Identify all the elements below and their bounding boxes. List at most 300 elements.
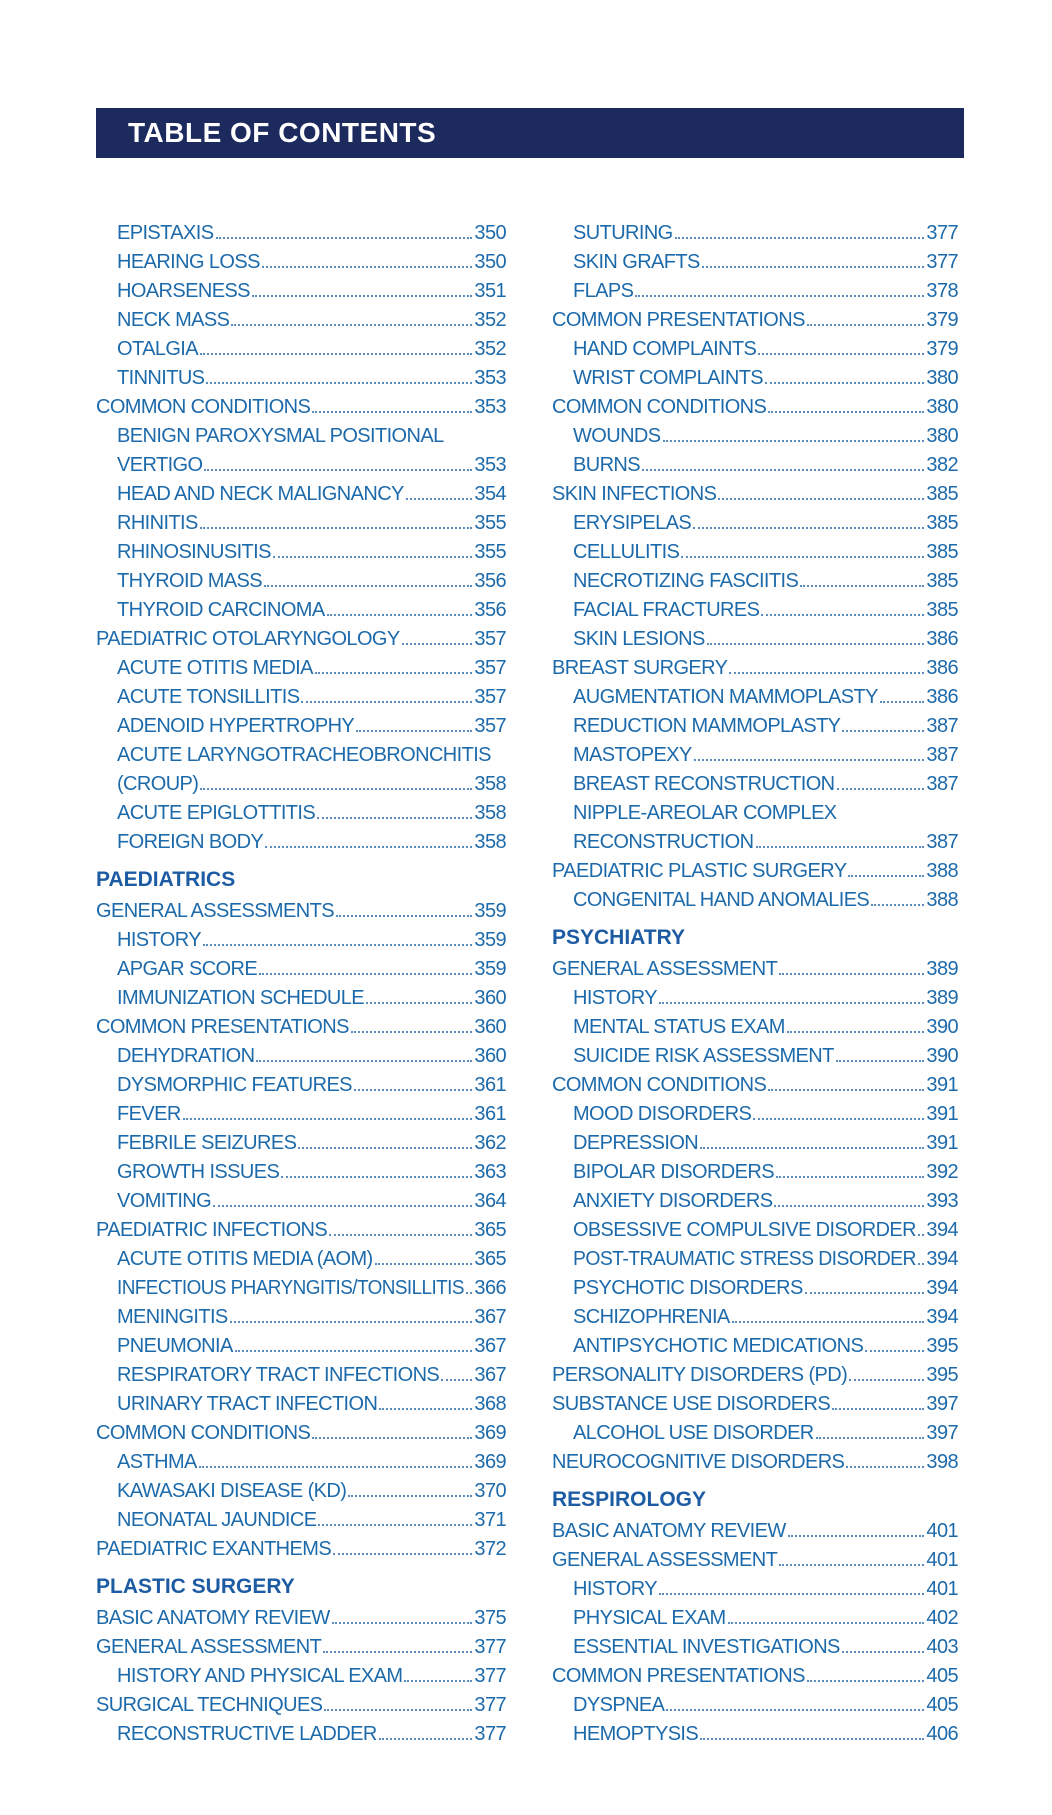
dot-leader [758,353,924,355]
toc-entry-benign-paroxysmal-positional[interactable] [96,419,506,448]
dot-leader [694,759,925,761]
toc-entry-history[interactable] [552,1572,958,1601]
toc-entry-title: APGAR SCORE [117,958,258,980]
toc-entry-page-number: 365 [474,1219,506,1241]
toc-entry-page-number: 389 [926,987,958,1009]
toc-entry-antipsychotic-medications[interactable] [552,1329,958,1358]
toc-entry-thyroid-carcinoma[interactable] [96,593,506,622]
toc-entry-general-assessment[interactable] [552,952,958,981]
toc-entry-page-number: 380 [926,396,958,418]
toc-entry-epistaxis[interactable] [96,216,506,245]
dot-leader [213,1205,472,1207]
dot-leader [298,1147,472,1149]
toc-entry-page-number: 386 [926,657,958,679]
toc-entry-title: RESPIRATORY TRACT INFECTIONS [117,1364,440,1386]
dot-leader [323,1651,472,1653]
toc-entry-neurocognitive-disorders[interactable] [552,1445,958,1474]
toc-entry-title: SUICIDE RISK ASSESSMENT [573,1045,834,1067]
toc-entry-reconstructive-ladder[interactable] [96,1717,506,1746]
dot-leader [836,1060,925,1062]
toc-entry-title: ASTHMA [117,1451,197,1473]
toc-entry-title: VOMITING [117,1190,212,1212]
toc-entry-title: TINNITUS [117,367,205,389]
toc-entry-necrotizing-fasciitis[interactable] [552,564,958,593]
dot-leader [231,324,472,326]
toc-entry-title: ACUTE OTITIS MEDIA (AOM) [117,1248,373,1270]
toc-entry-title: SUBSTANCE USE DISORDERS [552,1393,831,1415]
toc-entry-history[interactable] [96,923,506,952]
toc-entry-immunization-schedule[interactable] [96,981,506,1010]
toc-entry-page-number: 362 [474,1132,506,1154]
toc-entry-title: HOARSENESS [117,280,250,302]
toc-entry-page-number: 391 [926,1074,958,1096]
dot-leader [259,973,472,975]
toc-entry-page-number: 377 [926,251,958,273]
toc-entry-hearing-loss[interactable] [96,245,506,274]
toc-entry-essential-investigations[interactable] [552,1630,958,1659]
toc-entry-title: OBSESSIVE COMPULSIVE DISORDER [573,1219,916,1241]
toc-entry-skin-infections[interactable] [552,477,958,506]
toc-entry-neonatal-jaundice[interactable] [96,1503,506,1532]
toc-entry-page-number: 359 [474,958,506,980]
toc-entry-bipolar-disorders[interactable] [552,1155,958,1184]
dot-leader [729,672,924,674]
toc-entry-title: BURNS [573,454,641,476]
dot-leader [693,527,924,529]
toc-entry-page-number: 385 [926,570,958,592]
toc-right-column [552,216,958,1746]
toc-entry-alcohol-use-disorder[interactable] [552,1416,958,1445]
toc-entry-suicide-risk-assessment[interactable] [552,1039,958,1068]
toc-entry-page-number: 385 [926,483,958,505]
page-title: TABLE OF CONTENTS [128,117,437,148]
toc-entry-page-number: 377 [474,1723,506,1745]
toc-entry-burns[interactable] [552,448,958,477]
toc-entry-basic-anatomy-review[interactable] [552,1514,958,1543]
dot-leader [402,643,473,645]
dot-leader [281,1176,472,1178]
dot-leader [761,614,924,616]
dot-leader [356,730,472,732]
dot-leader [871,904,924,906]
toc-entry-skin-lesions[interactable] [552,622,958,651]
toc-entry-page-number: 365 [474,1248,506,1270]
dot-leader [865,1350,924,1352]
toc-entry-depression[interactable] [552,1126,958,1155]
toc-entry-breast-reconstruction[interactable] [552,767,958,796]
toc-entry-page-number: 360 [474,987,506,1009]
toc-entry-title: BREAST RECONSTRUCTION [573,773,835,795]
section-heading-paediatrics: PAEDIATRICS [96,868,236,891]
toc-entry-substance-use-disorders[interactable] [552,1387,958,1416]
toc-entry-page-number: 385 [926,599,958,621]
dot-leader [800,585,924,587]
toc-entry-page-number: 380 [926,367,958,389]
toc-entry-page-number: 378 [926,280,958,302]
toc-entry-acute-otitis-media[interactable] [96,651,506,680]
toc-entry-title: DYSMORPHIC FEATURES [117,1074,352,1096]
toc-entry-page-number: 358 [474,773,506,795]
dot-leader [768,1089,924,1091]
toc-entry-anxiety-disorders[interactable] [552,1184,958,1213]
toc-entry-thyroid-mass[interactable] [96,564,506,593]
toc-entry-personality-disorders-pd[interactable] [552,1358,958,1387]
toc-entry-page-number: 397 [926,1393,958,1415]
dot-leader [318,1524,472,1526]
toc-entry-reduction-mammoplasty[interactable] [552,709,958,738]
toc-entry-physical-exam[interactable] [552,1601,958,1630]
toc-entry-common-conditions[interactable] [552,390,958,419]
toc-entry-general-assessment[interactable] [96,1630,506,1659]
toc-entry-febrile-seizures[interactable] [96,1126,506,1155]
dot-leader [264,585,472,587]
toc-entry-page-number: 385 [926,512,958,534]
toc-entry-title: MASTOPEXY [573,744,692,766]
toc-entry-common-conditions[interactable] [96,390,506,419]
dot-leader [203,944,472,946]
dot-leader [681,556,924,558]
toc-entry-hemoptysis[interactable] [552,1717,958,1746]
toc-entry-basic-anatomy-review[interactable] [96,1601,506,1630]
dot-leader [183,1118,473,1120]
toc-entry-page-number: 367 [474,1335,506,1357]
toc-entry-title: PAEDIATRIC EXANTHEMS [96,1538,332,1560]
dot-leader [779,973,924,975]
toc-entry-paediatric-plastic-surgery[interactable] [552,854,958,883]
toc-entry-page-number: 367 [474,1306,506,1328]
toc-entry-obsessive-compulsive-disorder[interactable] [552,1213,958,1242]
toc-entry-page-number: 356 [474,570,506,592]
toc-entry-vertigo[interactable] [96,448,506,477]
toc-entry-common-presentations[interactable] [552,303,958,332]
toc-entry-title: ERYSIPELAS [573,512,692,534]
toc-entry-title: HEAD AND NECK MALIGNANCY [117,483,404,505]
section-heading-plastic-surgery: PLASTIC SURGERY [96,1575,295,1598]
toc-entry-croup[interactable] [96,767,506,796]
toc-entry-title: PERSONALITY DISORDERS (PD) [552,1364,848,1386]
toc-entry-common-presentations[interactable] [552,1659,958,1688]
dot-leader [666,1709,924,1711]
toc-entry-title: HISTORY [573,987,657,1009]
dot-leader [659,1002,924,1004]
toc-entry-title: CELLULITIS [573,541,680,563]
toc-entry-title: ADENOID HYPERTROPHY [117,715,355,737]
toc-entry-head-and-neck-malignancy[interactable] [96,477,506,506]
toc-entry-flaps[interactable] [552,274,958,303]
dot-leader [348,1495,472,1497]
toc-entry-acute-otitis-media-aom[interactable] [96,1242,506,1271]
toc-entry-page-number: 406 [926,1723,958,1745]
toc-entry-title: NEONATAL JAUNDICE [117,1509,317,1531]
toc-entry-title: THYROID MASS [117,570,263,592]
toc-entry-page-number: 354 [474,483,506,505]
toc-entry-congenital-hand-anomalies[interactable] [552,883,958,912]
toc-entry-title: PAEDIATRIC INFECTIONS [96,1219,328,1241]
dot-leader [466,1292,473,1294]
toc-entry-title: FLAPS [573,280,634,302]
toc-entry-rhinosinusitis[interactable] [96,535,506,564]
dot-leader [842,730,924,732]
toc-entry-title: MOOD DISORDERS [573,1103,752,1125]
toc-entry-mastopexy[interactable] [552,738,958,767]
dot-leader [707,643,925,645]
toc-entry-page-number: 377 [926,222,958,244]
dot-leader [842,1651,925,1653]
toc-entry-title: SUTURING [573,222,673,244]
toc-entry-page-number: 388 [926,860,958,882]
toc-entry-title: FEVER [117,1103,181,1125]
toc-entry-vomiting[interactable] [96,1184,506,1213]
dot-leader [312,411,472,413]
toc-entry-title: MENTAL STATUS EXAM [573,1016,785,1038]
toc-entry-foreign-body[interactable] [96,825,506,854]
dot-leader [404,1680,472,1682]
toc-entry-page-number: 377 [474,1694,506,1716]
dot-leader [200,353,472,355]
toc-entry-page-number: 385 [926,541,958,563]
dot-leader [642,469,924,471]
toc-entry-page-number: 387 [926,773,958,795]
toc-entry-page-number: 375 [474,1607,506,1629]
toc-entry-title: ANXIETY DISORDERS [573,1190,773,1212]
toc-entry-infectious-pharyngitis-tonsillitis[interactable] [96,1271,506,1300]
toc-entry-page-number: 401 [926,1578,958,1600]
dot-leader [441,1379,472,1381]
toc-entry-title: COMMON CONDITIONS [552,396,767,418]
toc-entry-page-number: 379 [926,309,958,331]
toc-entry-augmentation-mammoplasty[interactable] [552,680,958,709]
toc-entry-page-number: 371 [474,1509,506,1531]
toc-entry-title: THYROID CARCINOMA [117,599,325,621]
toc-entry-hand-complaints[interactable] [552,332,958,361]
toc-entry-erysipelas[interactable] [552,506,958,535]
dot-leader [315,672,473,674]
toc-entry-kawasaki-disease-kd[interactable] [96,1474,506,1503]
dot-leader [880,701,925,703]
toc-entry-title: GROWTH ISSUES [117,1161,280,1183]
toc-entry-title: NECROTIZING FASCIITIS [573,570,799,592]
toc-entry-title: COMMON PRESENTATIONS [552,309,805,331]
toc-entry-title: SURGICAL TECHNIQUES [96,1694,323,1716]
dot-leader [659,1593,924,1595]
toc-entry-title: RECONSTRUCTIVE LADDER [117,1723,377,1745]
toc-entry-page-number: 359 [474,900,506,922]
toc-entry-mood-disorders[interactable] [552,1097,958,1126]
dot-leader [351,1031,473,1033]
dot-leader [849,1379,924,1381]
toc-entry-page-number: 355 [474,512,506,534]
toc-entry-page-number: 367 [474,1364,506,1386]
toc-entry-title: FACIAL FRACTURES [573,599,760,621]
toc-entry-reconstruction[interactable] [552,825,958,854]
toc-entry-adenoid-hypertrophy[interactable] [96,709,506,738]
toc-entry-page-number: 352 [474,338,506,360]
toc-entry-pneumonia[interactable] [96,1329,506,1358]
toc-entry-title: PHYSICAL EXAM [573,1607,726,1629]
toc-entry-title: NEUROCOGNITIVE DISORDERS [552,1451,845,1473]
dot-leader [317,817,472,819]
toc-entry-title: ACUTE LARYNGOTRACHEOBRONCHITIS [117,744,491,766]
toc-entry-title: RHINOSINUSITIS [117,541,271,563]
toc-entry-page-number: 390 [926,1045,958,1067]
toc-entry-title: HEARING LOSS [117,251,260,273]
toc-entry-post-traumatic-stress-disorder[interactable] [552,1242,958,1271]
toc-entry-general-assessment[interactable] [552,1543,958,1572]
toc-entry-page-number: 395 [926,1364,958,1386]
toc-entry-page-number: 395 [926,1335,958,1357]
dot-leader [252,295,472,297]
toc-entry-otalgia[interactable] [96,332,506,361]
toc-entry-skin-grafts[interactable] [552,245,958,274]
toc-entry-cellulitis[interactable] [552,535,958,564]
toc-entry-title: AUGMENTATION MAMMOPLASTY [573,686,878,708]
toc-entry-title: MENINGITIS [117,1306,228,1328]
toc-entry-title: URINARY TRACT INFECTION [117,1393,378,1415]
toc-entry-title: IMMUNIZATION SCHEDULE [117,987,365,1009]
toc-entry-page-number: 364 [474,1190,506,1212]
dot-leader [732,1321,925,1323]
toc-entry-urinary-tract-infection[interactable] [96,1387,506,1416]
toc-entry-paediatric-exanthems[interactable] [96,1532,506,1561]
toc-entry-paediatric-otolaryngology[interactable] [96,622,506,651]
toc-entry-wrist-complaints[interactable] [552,361,958,390]
toc-entry-title: FOREIGN BODY [117,831,264,853]
toc-entry-page-number: 377 [474,1636,506,1658]
toc-entry-asthma[interactable] [96,1445,506,1474]
toc-entry-title: KAWASAKI DISEASE (KD) [117,1480,347,1502]
toc-entry-page-number: 389 [926,958,958,980]
dot-leader [262,266,473,268]
toc-entry-history-and-physical-exam[interactable] [96,1659,506,1688]
dot-leader [753,1118,924,1120]
toc-entry-page-number: 392 [926,1161,958,1183]
toc-entry-history[interactable] [552,981,958,1010]
toc-entry-common-conditions[interactable] [96,1416,506,1445]
toc-entry-title: PAEDIATRIC PLASTIC SURGERY [552,860,847,882]
toc-entry-rhinitis[interactable] [96,506,506,535]
dot-leader [774,1205,924,1207]
toc-entry-general-assessments[interactable] [96,894,506,923]
toc-entry-title: DYSPNEA [573,1694,665,1716]
toc-entry-paediatric-infections[interactable] [96,1213,506,1242]
toc-entry-dysmorphic-features[interactable] [96,1068,506,1097]
toc-entry-title: DEHYDRATION [117,1045,255,1067]
toc-entry-page-number: 397 [926,1422,958,1444]
toc-entry-common-conditions[interactable] [552,1068,958,1097]
dot-leader [406,498,473,500]
dot-leader [663,440,925,442]
toc-entry-page-number: 401 [926,1520,958,1542]
toc-entry-title: GENERAL ASSESSMENT [552,1549,778,1571]
toc-entry-meningitis[interactable] [96,1300,506,1329]
toc-entry-acute-tonsillitis[interactable] [96,680,506,709]
toc-entry-page-number: 386 [926,686,958,708]
dot-leader [354,1089,473,1091]
toc-entry-title: GENERAL ASSESSMENT [96,1636,322,1658]
toc-entry-page-number: 390 [926,1016,958,1038]
section-heading-respirology: RESPIROLOGY [552,1488,707,1511]
dot-leader [375,1263,473,1265]
toc-entry-nipple-areolar-complex[interactable] [552,796,958,825]
toc-entry-acute-epiglottitis[interactable] [96,796,506,825]
toc-entry-growth-issues[interactable] [96,1155,506,1184]
toc-entry-page-number: 357 [474,657,506,679]
toc-entry-page-number: 387 [926,744,958,766]
dot-leader [779,1564,924,1566]
toc-entry-apgar-score[interactable] [96,952,506,981]
toc-entry-suturing[interactable] [552,216,958,245]
toc-entry-page-number: 356 [474,599,506,621]
toc-entry-title: ACUTE TONSILLITIS [117,686,300,708]
toc-entry-page-number: 360 [474,1016,506,1038]
toc-entry-schizophrenia[interactable] [552,1300,958,1329]
toc-entry-psychotic-disorders[interactable] [552,1271,958,1300]
toc-entry-title: BENIGN PAROXYSMAL POSITIONAL [117,425,444,447]
toc-entry-page-number: 357 [474,628,506,650]
toc-entry-title: WOUNDS [573,425,661,447]
toc-entry-neck-mass[interactable] [96,303,506,332]
toc-entry-title: BASIC ANATOMY REVIEW [96,1607,330,1629]
dot-leader [379,1408,472,1410]
dot-leader [265,846,472,848]
toc-entry-wounds[interactable] [552,419,958,448]
toc-entry-page-number: 394 [926,1306,958,1328]
toc-entry-dyspnea[interactable] [552,1688,958,1717]
toc-entry-surgical-techniques[interactable] [96,1688,506,1717]
toc-entry-breast-surgery[interactable] [552,651,958,680]
toc-entry-page-number: 361 [474,1103,506,1125]
toc-entry-page-number: 357 [474,715,506,737]
toc-entry-tinnitus[interactable] [96,361,506,390]
dot-leader [807,324,925,326]
toc-entry-hoarseness[interactable] [96,274,506,303]
toc-entry-fever[interactable] [96,1097,506,1126]
toc-entry-page-number: 370 [474,1480,506,1502]
dot-leader [301,701,472,703]
toc-entry-page-number: 386 [926,628,958,650]
toc-entry-title: COMMON CONDITIONS [96,396,311,418]
toc-entry-page-number: 359 [474,929,506,951]
toc-entry-page-number: 391 [926,1103,958,1125]
toc-entry-respiratory-tract-infections[interactable] [96,1358,506,1387]
section-heading-psychiatry: PSYCHIATRY [552,926,686,949]
toc-entry-facial-fractures[interactable] [552,593,958,622]
dot-leader [324,1709,472,1711]
toc-entry-title: POST-TRAUMATIC STRESS DISORDER [573,1248,916,1270]
dot-leader [700,1147,924,1149]
toc-entry-acute-laryngotracheobronchitis[interactable] [96,738,506,767]
dot-leader [273,556,473,558]
toc-entry-title: SKIN LESIONS [573,628,705,650]
toc-entry-title: HISTORY [573,1578,657,1600]
toc-entry-common-presentations[interactable] [96,1010,506,1039]
toc-entry-title: NECK MASS [117,309,230,331]
toc-entry-title: HAND COMPLAINTS [573,338,757,360]
dot-leader [816,1437,925,1439]
dot-leader [200,788,472,790]
toc-entry-page-number: 355 [474,541,506,563]
toc-entry-page-number: 393 [926,1190,958,1212]
toc-entry-mental-status-exam[interactable] [552,1010,958,1039]
toc-entry-title: (CROUP) [117,773,199,795]
dot-leader [206,382,472,384]
toc-entry-dehydration[interactable] [96,1039,506,1068]
toc-entry-title: ACUTE OTITIS MEDIA [117,657,313,679]
toc-entry-title: CONGENITAL HAND ANOMALIES [573,889,870,911]
toc-entry-page-number: 394 [926,1219,958,1241]
toc-entry-title: HISTORY AND PHYSICAL EXAM [117,1665,403,1687]
toc-entry-title: HEMOPTYSIS [573,1723,699,1745]
